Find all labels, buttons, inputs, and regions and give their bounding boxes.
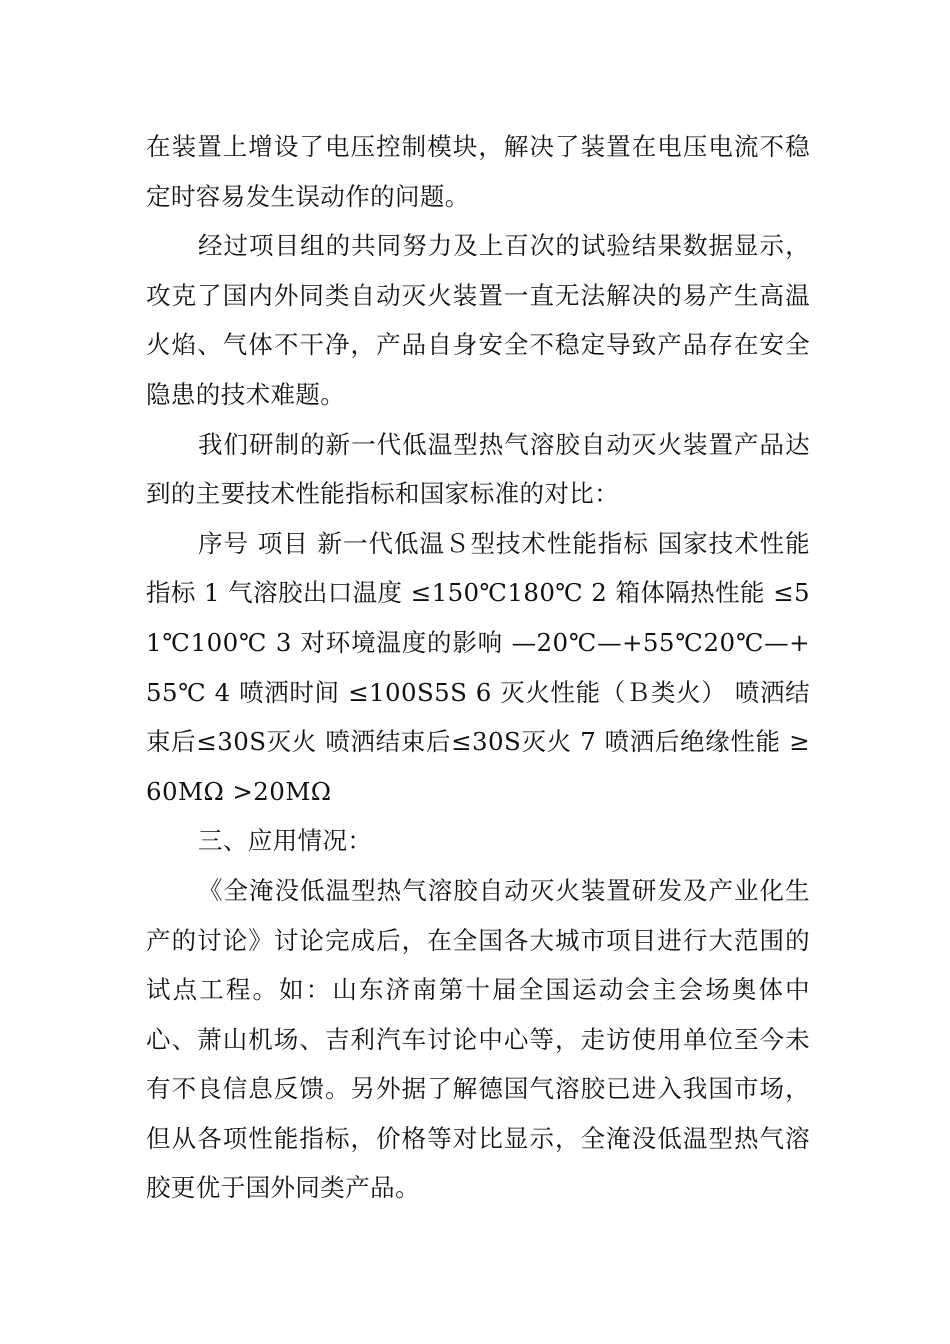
- document-page: [146, 122, 810, 1213]
- paragraph-application-details: 《全淹没低温型热气溶胶自动灭火装置研发及产业化生产的讨论》讨论完成后，在全国各大城市项目进行大范围的试点工程。如：山东济南第十届全国运动会主会场奥体中心、萧山机场、吉利汽车讨论中心等，走访使用单位至今未有不良信息反馈。另外据了解德国气溶胶已进入我国市场，但从各项性能指标，价格等对比显示，全淹没低温型热气溶胶更优于国外同类产品。: [146, 875, 810, 1203]
- section-heading-application: 三、应用情况：: [198, 826, 373, 856]
- paragraph-spec-comparison: 序号 项目 新一代低温Ｓ型技术性能指标 国家技术性能指标 1 气溶胶出口温度 ≤150℃180℃ 2 箱体隔热性能 ≤51℃100℃ 3 对环境温度的影响 —20℃—+55℃20℃—+55℃ 4 喷洒时间 ≤100S5S 6 灭火性能（Ｂ类火） 喷洒结束后≤30S灭火 喷洒结束后≤30S灭火 7 喷洒后绝缘性能 ≥60MΩ >20MΩ: [146, 528, 810, 806]
- paragraph-voltage-module: 在装置上增设了电压控制模块，解决了装置在电压电流不稳定时容易发生误动作的问题。: [146, 132, 810, 211]
- paragraph-test-results: 经过项目组的共同努力及上百次的试验结果数据显示，攻克了国内外同类自动灭火装置一直无法解决的易产生高温火焰、气体不干净，产品自身安全不稳定导致产品存在安全隐患的技术难题。: [146, 231, 810, 409]
- paragraph-comparison-intro: 我们研制的新一代低温型热气溶胶自动灭火装置产品达到的主要技术性能指标和国家标准的对比：: [146, 429, 810, 509]
